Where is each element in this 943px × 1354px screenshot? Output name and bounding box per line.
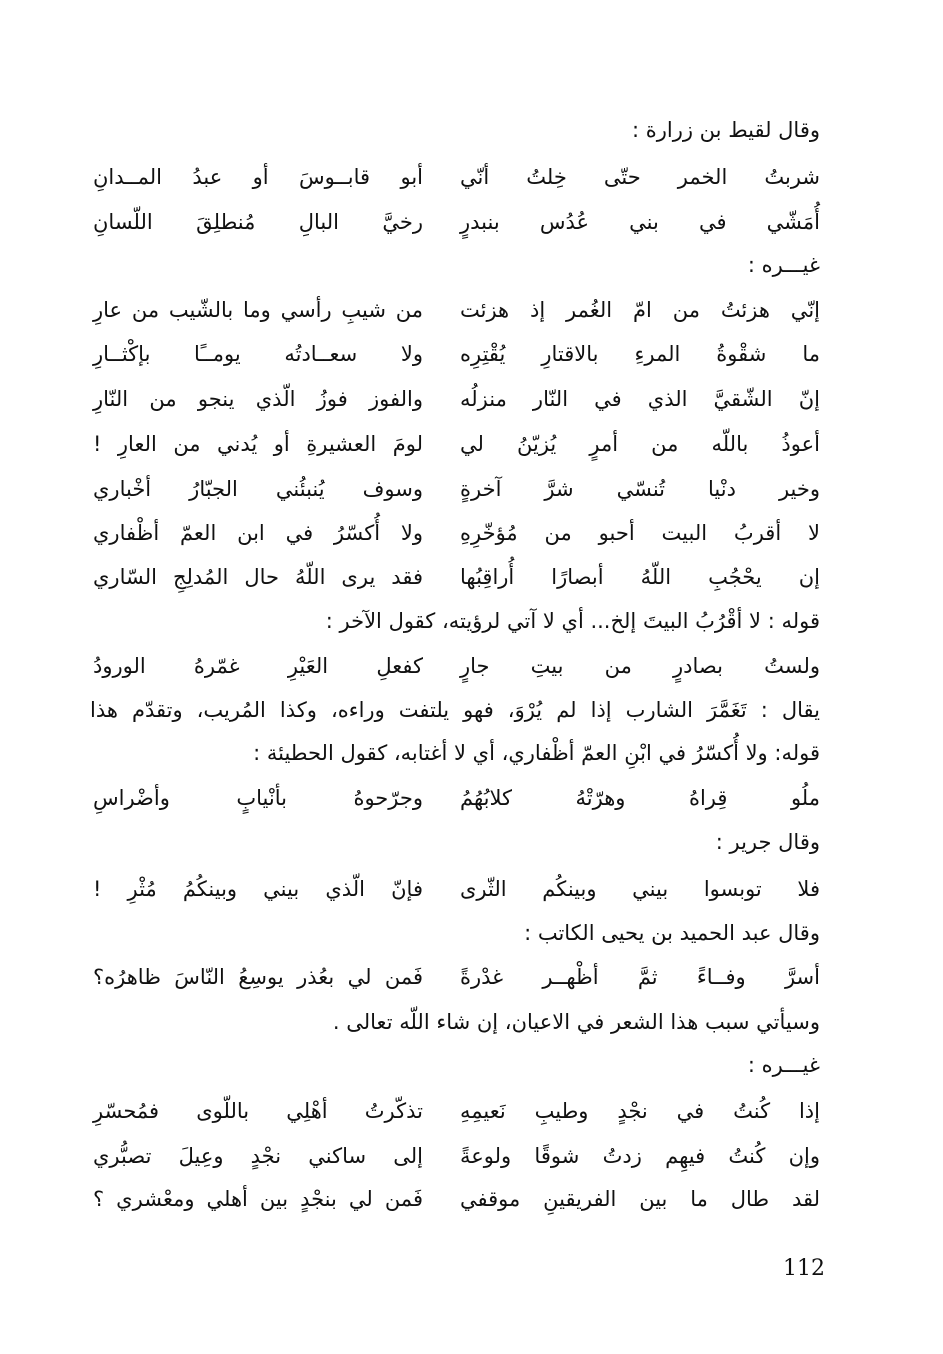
verse-second-hemistich: رخيَّ البالِ مُنطلِقَ اللّسانِ: [93, 210, 423, 234]
verse-second-hemistich: وجرّحوهُ بأنْيابٍ وأضْراسِ: [93, 786, 423, 810]
verse-first-hemistich: إذا كُنتُ في نجْدٍ وطيبِ نَعيمِهِ: [460, 1099, 820, 1123]
verse-first-hemistich: إنّي هزئتُ من امّ الغُمر إذ هزئت: [460, 298, 820, 322]
section-heading: غيـــره :: [747, 1053, 820, 1077]
section-heading: غيـــره :: [747, 253, 820, 277]
verse-second-hemistich: والفوز فوزُ الّذي ينجو من النّارِ: [93, 387, 423, 411]
verse-first-hemistich: أعوذُ باللّه من أمرٍ يُزيّنُ لي: [460, 432, 820, 456]
verse-first-hemistich: أُمَشّي في بني عُدُس بنبدرٍ: [460, 210, 820, 234]
verse-second-hemistich: وسوف يُنبئُني الجبّارُ أخْباري: [93, 477, 423, 501]
verse-first-hemistich: إنّ الشّقيَّ الذي في النّار منزلُه: [460, 387, 820, 411]
verse-second-hemistich: فَمن لي بنجْدٍ بين أهلي ومعْشري ؟: [93, 1187, 423, 1211]
verse-first-hemistich: أسرَّ وفــاءً ثمَّ أظْهــر غدْرةً: [460, 965, 820, 989]
verse-first-hemistich: ملُو قِراهُ وهرّتْهُ كلابُهُمُ: [460, 786, 820, 810]
verse-second-hemistich: كفعلِ العَيْرِ غمّرهُ الورودُ: [93, 654, 423, 678]
commentary-line: قوله : لا أقْرُبُ البيتَ إلخ... أي لا آتي لرؤيته، كقول الآخر :: [325, 609, 820, 633]
verse-second-hemistich: فَمن لي بعُذر يوسِعُ النّاسَ ظاهرُه؟: [93, 965, 423, 989]
commentary-line: وسيأتي سبب هذا الشعر في الاعيان، إن شاء اللّه تعالى .: [332, 1010, 820, 1034]
commentary-line: قوله: ولا أُكسّرُ في ابْنِ العمّ أظْفاري، أي لا أغتابه، كقول الحطيئة :: [253, 741, 820, 765]
verse-second-hemistich: إلى ساكني نجْدٍ وعِيلَ تصبُّري: [93, 1144, 423, 1168]
intro-line: وقال عبد الحميد بن يحيى الكاتب :: [524, 921, 820, 945]
commentary-line: يقال : تَغَمَّرَ الشارب إذا لم يُرْوَ، فهو يلتفت وراءه، وكذا المُريب، وتقدّم هذا: [90, 698, 820, 722]
verse-second-hemistich: ولا أُكسّرُ في ابن العمّ أظْفاري: [93, 521, 423, 545]
verse-second-hemistich: فقد يرى اللّهُ حال المُدلِجِ السّاري: [93, 565, 423, 589]
intro-line: وقال جرير :: [715, 830, 820, 854]
page-number: 112: [783, 1256, 825, 1281]
verse-first-hemistich: وخير دنْيا تُنسّي شرَّ آخرةٍ: [460, 477, 820, 501]
verse-first-hemistich: فلا توبسوا بيني وبينكُم الثّرى: [460, 877, 820, 901]
verse-first-hemistich: لا أقربُ البيت أحبو من مُؤخّرِهِ: [460, 521, 820, 545]
verse-second-hemistich: فإنّ الّذي بيني وبينكُمُ مُثْرِ !: [93, 877, 423, 901]
verse-first-hemistich: إن يحْجُبِ اللّهُ أبصارًا أُراقِبُها: [460, 565, 820, 589]
verse-first-hemistich: ولستُ بصادرٍ من بيتِ جارٍ: [460, 654, 820, 678]
verse-first-hemistich: ما شقْوةُ المرءِ بالاقتارِ يُقْتِرِه: [460, 342, 820, 366]
verse-second-hemistich: أبو قابــوسَ أو عبدُ المــدانِ: [93, 165, 423, 189]
verse-second-hemistich: من شيبِ رأسي وما بالشّيب من عارِ: [93, 298, 423, 322]
verse-first-hemistich: وإن كُنتُ فيهِم زدتُ شوقًا ولوعةً: [460, 1144, 820, 1168]
verse-first-hemistich: لقد طال ما بين الفريقينِ موقفي: [460, 1187, 820, 1211]
verse-first-hemistich: شربتُ الخمر حتّى خِلتُ أنّي: [460, 165, 820, 189]
verse-second-hemistich: لومَ العشيرةِ أو يُدني من العارِ !: [93, 432, 423, 456]
intro-line: وقال لقيط بن زرارة :: [632, 118, 820, 142]
verse-second-hemistich: ولا سعــادتُه يومــًا بإكْثــارِ: [93, 342, 423, 366]
verse-second-hemistich: تذكّرتُ أهْلِي باللّوى فمُحسّرِ: [93, 1099, 423, 1123]
